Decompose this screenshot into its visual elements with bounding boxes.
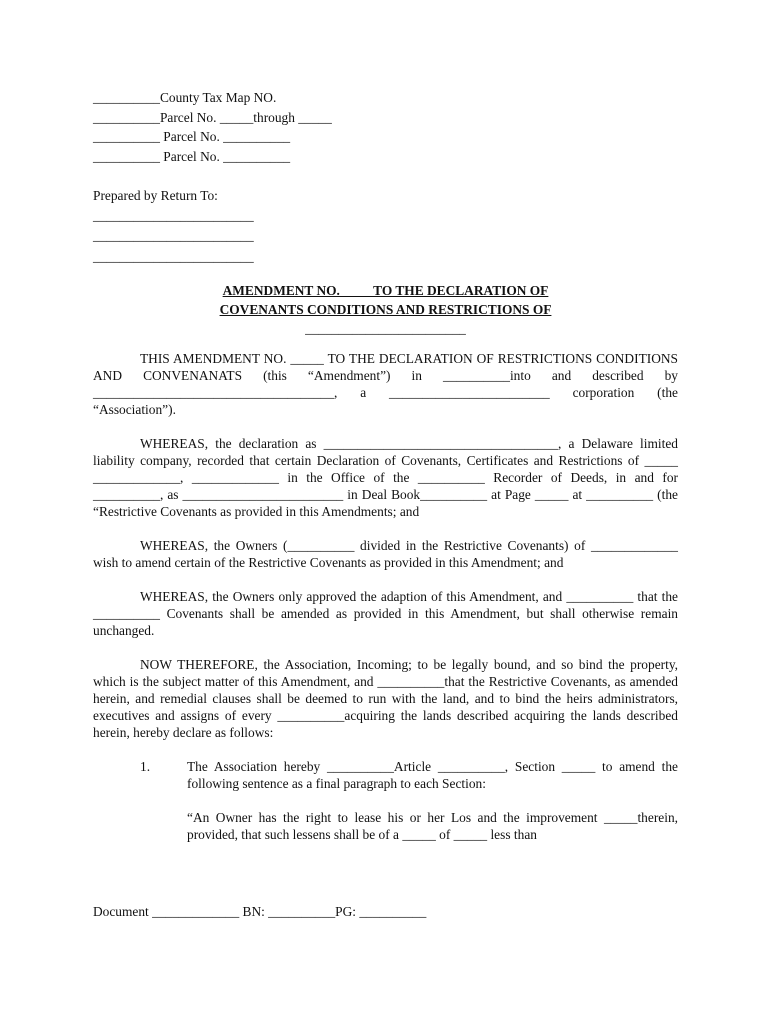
- parcel-line: __________ Parcel No. __________: [93, 148, 291, 164]
- tax-map-line: __________County Tax Map NO.: [93, 90, 277, 105]
- blank-line: ________________________: [93, 248, 254, 264]
- intro-paragraph: THIS AMENDMENT NO. _____ TO THE DECLARATION OF RESTRICTIONS CONDITIONS AND CONVENANATS (this “Amendment”) in __________into and described by ____________________________________, a ________________________ corporation (the “Association”).: [93, 351, 678, 417]
- prepared-by-label: Prepared by Return To:: [93, 188, 218, 203]
- tax-map-header: [93, 88, 678, 166]
- whereas-paragraph: WHEREAS, the Owners only approved the adaption of this Amendment, and __________ that the __________ Covenants shall be amended as provided in this Amendment, but shall otherwise remain unchanged.: [93, 589, 678, 638]
- return-address-blanks: [93, 206, 678, 268]
- blank-line: ________________________: [93, 207, 254, 223]
- spacer: [93, 166, 678, 186]
- now-therefore-paragraph: NOW THEREFORE, the Association, Incoming; to be legally bound, and so bind the property, which is the subject matter of this Amendment, and __________that the Restrictive Covenants, as amended herein, and remedial clauses shall be deemed to run with the land, and to bind the heirs administrators, executives and assigns of every __________acquiring the lands described acquiring the lands described herein, hereby declare as follows:: [93, 657, 678, 740]
- spacer: [93, 267, 678, 281]
- document-footer: Document _____________ BN: __________PG: __________: [93, 904, 427, 919]
- document-title-line2: COVENANTS CONDITIONS AND RESTRICTIONS OF: [219, 302, 552, 317]
- item-number: 1.: [140, 759, 151, 774]
- numbered-item: [93, 758, 678, 792]
- whereas-paragraph: WHEREAS, the declaration as ___________________________________, a Delaware limited liability company, recorded that certain Declaration of Covenants, Certificates and Restrictions of _____ _____________, _____________ in the Office of the __________ Recorder of Deeds, in and for __________, as ________________________ in Deal Book__________ at Page _____ at __________ (the “Restrictive Covenants as provided in this Amendments; and: [93, 436, 678, 519]
- whereas-paragraph: WHEREAS, the Owners (__________ divided in the Restrictive Covenants) of _____________ wish to amend certain of the Restrictive Covenants as provided in this Amendment; and: [93, 538, 678, 570]
- item-text: The Association hereby __________Article __________, Section _____ to amend the following sentence as a final paragraph to each Section:: [187, 759, 678, 791]
- parcel-line: __________ Parcel No. __________: [93, 129, 291, 144]
- document-page: [93, 88, 678, 860]
- blank-line: ________________________: [93, 228, 254, 243]
- document-title-blank: ________________________: [305, 321, 466, 336]
- quoted-sentence: “An Owner has the right to lease his or her Los and the improvement _____therein, provided, that such lessens shall be of a _____ of _____ less than: [187, 810, 678, 842]
- parcel-line: __________Parcel No. _____through _____: [93, 109, 332, 125]
- document-title-line1: AMENDMENT NO. TO THE DECLARATION OF: [222, 283, 549, 298]
